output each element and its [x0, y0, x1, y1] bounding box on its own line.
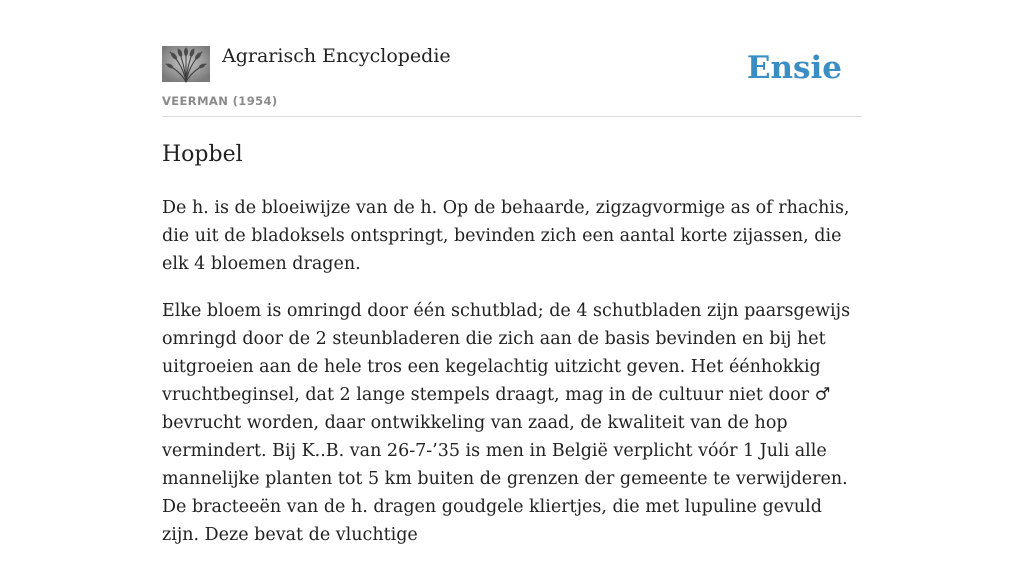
edition-label: VEERMAN (1954) — [162, 94, 278, 108]
book-title[interactable]: Agrarisch Encyclopedie — [222, 45, 451, 67]
article-paragraph: Elke bloem is omringd door één schutblad; de 4 schutbladen zijn paarsgewijs omringd door de 2 steunbladeren die zich aan de basis bevinden en bij het uitgroeien aan de hele tros een kegelachtig uitzicht geven. Het éénhokkig vruchtbeginsel, dat 2 lange stempels draagt, mag in de cultuur niet door ♂ bevrucht worden, daar ontwikkeling van zaad, de kwaliteit van de hop vermindert. Bij K..B. van 26-7-’35 is men in België verplicht vóór 1 Juli alle mannelijke planten tot 5 km buiten de grenzen der gemeente te verwijderen. De bracteeën van de h. dragen goudgele kliertjes, die met lupuline gevuld zijn. Deze bevat de vluchtige — [162, 301, 851, 545]
site-header — [162, 40, 862, 117]
article-paragraph: De h. is de bloeiwijze van de h. Op de behaarde, zigzagvormige as of rhachis, die uit de bladoksels ontspringt, bevinden zich een aantal korte zijassen, die elk 4 bloemen dragen. — [162, 198, 850, 274]
article — [162, 140, 862, 568]
article-title: Hopbel — [162, 142, 243, 167]
wheat-logo-icon[interactable] — [162, 46, 210, 82]
brand-logo-link[interactable]: Ensie — [746, 50, 842, 86]
